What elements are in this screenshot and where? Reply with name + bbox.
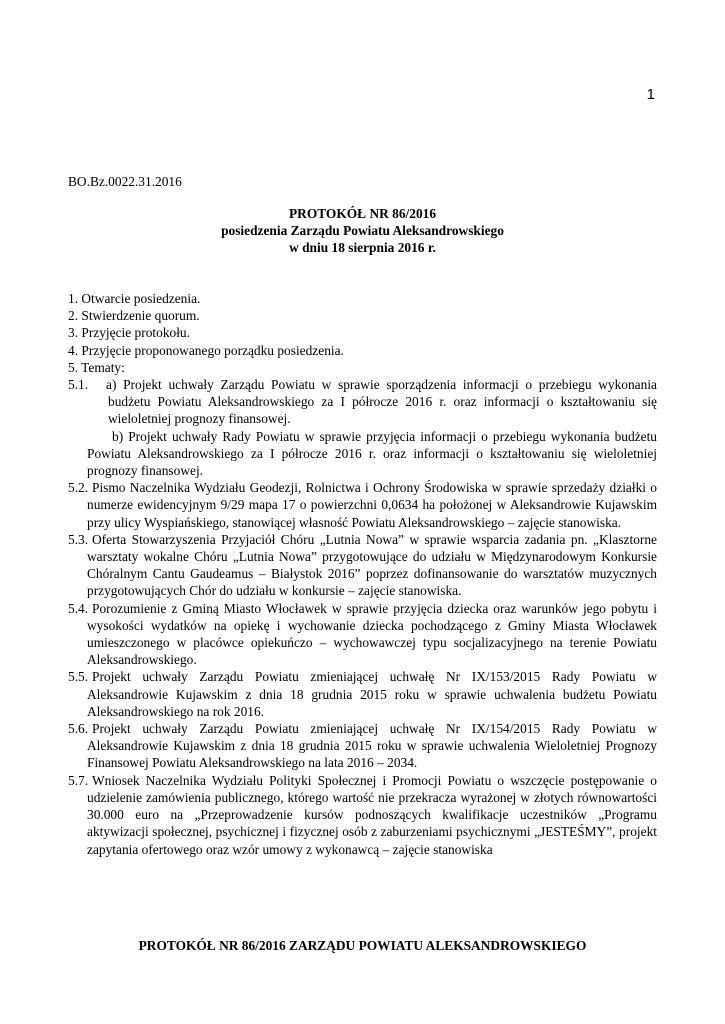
page-footer: PROTOKÓŁ NR 86/2016 ZARZĄDU POWIATU ALEKSANDROWSKIEGO xyxy=(138,938,587,953)
reference-number: BO.Bz.0022.31.2016 xyxy=(68,174,182,189)
topic-number: 5.1. xyxy=(68,377,95,393)
topic-number: 5.6. xyxy=(68,721,92,737)
topic-5-2 xyxy=(68,479,657,531)
topic-text: Oferta Stowarzyszenia Przyjaciół Chóru „Lutnia Nowa” w sprawie wsparcia zadania pn. „Klasztorne warsztaty wokalne Chóru „Lutnia Nowa” przygotowujące do udziału w Międzynarodowym Konkursie Chóralnym Cantu Gaudeamus – Białystok 2016” poprzez dofinansowanie do warsztatów muzycznych przygotowujących Chór do udziału w konkursie – zajęcie stanowiska. xyxy=(87,531,657,599)
topic-text: Porozumienie z Gminą Miasto Włocławek w sprawie przyjęcia dziecka oraz warunków jego pobytu i wysokości wydatków na opiekę i wychowanie dziecka pochodzącego z Gminy Miasta Włocławek umieszczonego w placówce opiekuńczo – wychowawczej typu socjalizacyjnego na terenie Powiatu Aleksandrowskiego. xyxy=(87,600,657,668)
topic-5-1-b xyxy=(68,428,657,480)
topic-5-7 xyxy=(68,772,657,858)
topic-5-6 xyxy=(68,720,657,772)
topic-5-1-a xyxy=(68,376,657,428)
agenda-item-1: 1. Otwarcie posiedzenia. xyxy=(68,291,201,306)
topic-number: 5.4. xyxy=(68,600,92,616)
page-number: 1 xyxy=(646,86,655,103)
topic-number: 5.7. xyxy=(68,772,92,788)
title-line-2: posiedzenia Zarządu Powiatu Aleksandrowskiego xyxy=(221,223,504,239)
topic-text: Projekt uchwały Zarządu Powiatu zmieniającej uchwałę Nr IX/153/2015 Rady Powiatu w Aleksandrowie Kujawskim z dnia 18 grudnia 2015 roku w sprawie uchwalenia budżetu Powiatu Aleksandrowskiego na rok 2016. xyxy=(87,669,657,719)
topic-text: a) Projekt uchwały Zarządu Powiatu w sprawie sporządzenia informacji o przebiegu wykonania budżetu Powiatu Aleksandrowskiego za I półrocze 2016 r. oraz informacji o kształtowaniu się wieloletniej prognozy finansowej. xyxy=(106,377,657,427)
title-line-1: PROTOKÓŁ NR 86/2016 xyxy=(288,206,437,221)
topic-number: 5.3. xyxy=(68,531,92,547)
agenda-item-5: 5. Tematy: xyxy=(68,359,125,375)
topic-text: Projekt uchwały Zarządu Powiatu zmieniającej uchwałę Nr IX/154/2015 Rady Powiatu w Aleksandrowie Kujawskim z dnia 18 grudnia 2015 roku w sprawie uchwalenia Wieloletniej Prognozy Finansowej Powiatu Aleksandrowskiego na lata 2016 – 2034. xyxy=(87,721,657,771)
topic-5-3 xyxy=(68,531,657,600)
topic-text: Pismo Naczelnika Wydziału Geodezji, Rolnictwa i Ochrony Środowiska w sprawie sprzedaży działki o numerze ewidencyjnym 9/29 mapa 17 o powierzchni 0,0634 ha położonej w Aleksandrowie Kujawskim przy ulicy Wyspiańskiego, stanowiącej własność Powiatu Aleksandrowskiego – zajęcie stanowiska. xyxy=(87,480,657,530)
topic-5-5 xyxy=(68,668,657,720)
agenda xyxy=(68,290,657,858)
topic-5-4 xyxy=(68,600,657,669)
topic-text: b) Projekt uchwały Rady Powiatu w sprawie przyjęcia informacji o przebiegu wykonania budżetu Powiatu Aleksandrowskiego za I półrocze 2016 r. oraz informacji o kształtowaniu się wieloletniej prognozy finansowej. xyxy=(87,428,657,479)
topic-number: 5.2. xyxy=(68,480,92,496)
document-title xyxy=(68,205,657,257)
agenda-item-3: 3. Przyjęcie protokołu. xyxy=(68,325,190,341)
agenda-item-2: 2. Stwierdzenie quorum. xyxy=(68,308,200,324)
topic-text: Wniosek Naczelnika Wydziału Polityki Społecznej i Promocji Powiatu o wszczęcie postępowanie o udzielenie zamówienia publicznego, którego wartość nie przekracza wyrażonej w złotych równowartości 30.000 euro na „Przeprowadzenie kursów podnoszących kwalifikacje uczestników „Programu aktywizacji społecznej, psychicznej i fizycznej osób z zaburzeniami psychicznymi „JESTEŚMY”, projekt zapytania ofertowego oraz wzór umowy z wykonawcą – zajęcie stanowiska xyxy=(87,772,657,857)
title-line-3: w dniu 18 sierpnia 2016 r. xyxy=(289,240,436,256)
topic-number: 5.5. xyxy=(68,669,92,685)
agenda-item-4: 4. Przyjęcie proponowanego porządku posiedzenia. xyxy=(68,342,344,358)
